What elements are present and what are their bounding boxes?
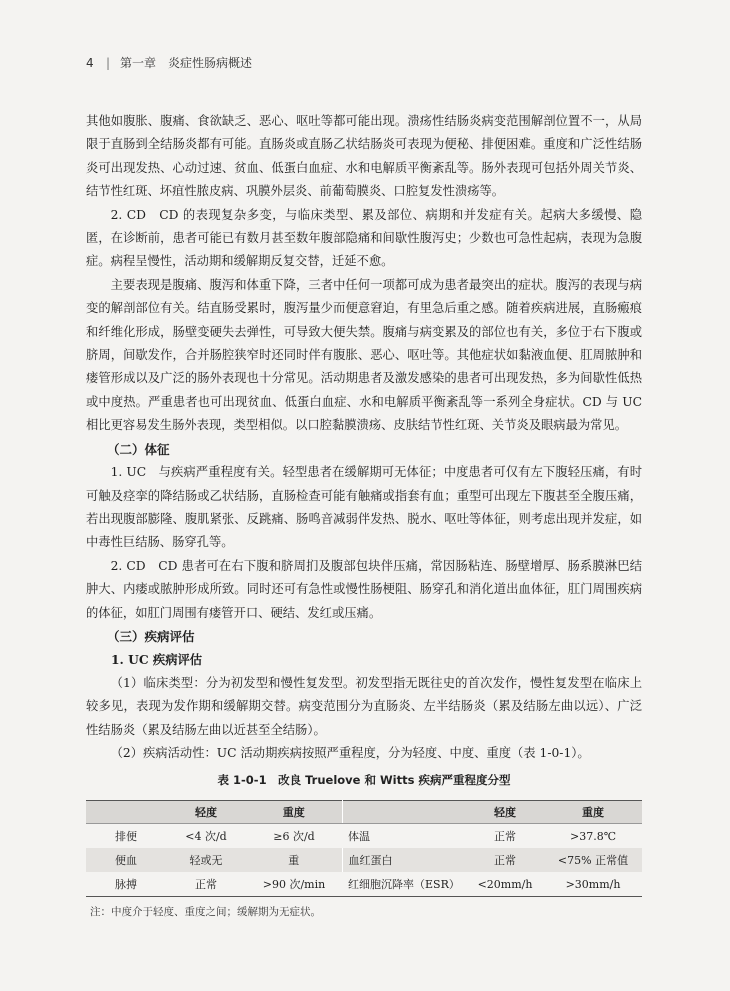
table-cell: 重 xyxy=(246,848,342,872)
chapter-title: 第一章 炎症性肠病概述 xyxy=(120,56,253,70)
paragraph: （1）临床类型：分为初发型和慢性复发型。初发型指无既往史的首次发作，慢性复发型在临床上较多见，表现为发作期和缓解期交替。病变范围分为直肠炎、左半结肠炎（累及结肠左曲以远）、广泛性结肠炎（累及结肠左曲以近甚至全结肠）。 xyxy=(86,675,642,737)
table-cell: 正常 xyxy=(494,854,516,867)
table-cell: 排便 xyxy=(115,830,137,843)
table-cell: 血红蛋白 xyxy=(348,854,393,867)
table-header-cell xyxy=(86,801,166,824)
running-head xyxy=(86,54,252,71)
table-header-row xyxy=(86,801,642,824)
table-cell: 正常 xyxy=(195,878,217,891)
section-heading-signs: （二）体征 xyxy=(107,441,170,457)
table-cell: 正常 xyxy=(494,830,516,843)
table-header-cell: 轻度 xyxy=(466,801,544,824)
body-text xyxy=(86,110,642,765)
table-cell: >90 次/min xyxy=(262,878,326,891)
table-cell: 体温 xyxy=(348,830,370,843)
table-cell: 轻或无 xyxy=(189,854,223,867)
page-number: 4 xyxy=(86,56,94,70)
table-cell: >37.8℃ xyxy=(569,829,616,843)
paragraph: 2. CD CD 的表现复杂多变，与临床类型、累及部位、病期和并发症有关。起病大多缓慢、隐匿，在诊断前，患者可能已有数月甚至数年腹部隐痛和间歇性腹泻史；少数也可急性起病，表现为急腹症。病程呈慢性，活动期和缓解期反复交替，迁延不愈。 xyxy=(86,207,642,269)
table-row xyxy=(86,848,642,872)
table-cell: <20mm/h xyxy=(477,877,533,891)
table-note: 注：中度介于轻度、重度之间；缓解期为无症状。 xyxy=(90,906,321,918)
table-cell: 红细胞沉降率（ESR） xyxy=(348,878,460,891)
severity-table xyxy=(86,800,642,897)
table-header-cell: 轻度 xyxy=(166,801,246,824)
paragraph: 其他如腹胀、腹痛、食欲缺乏、恶心、呕吐等都可能出现。溃疡性结肠炎病变范围解剖位置不一，从局限于直肠到全结肠炎都有可能。直肠炎或直肠乙状结肠炎可表现为便秘、排便困难。重度和广泛性结肠炎可出现发热、心动过速、贫血、低蛋白血症、水和电解质平衡紊乱等。肠外表现可包括外周关节炎、结节性红斑、坏疽性脓皮病、巩膜外层炎、前葡萄膜炎、口腔复发性溃疡等。 xyxy=(86,114,642,199)
table-row xyxy=(86,824,642,849)
table-cell: ≥6 次/d xyxy=(273,830,315,843)
table-cell: 脉搏 xyxy=(115,878,137,891)
table-header-cell: 重度 xyxy=(246,801,342,824)
header-divider: | xyxy=(106,56,111,70)
table-caption: 表 1-0-1 改良 Truelove 和 Witts 疾病严重程度分型 xyxy=(217,773,511,787)
table-header-cell xyxy=(342,801,466,824)
paragraph: 主要表现是腹痛、腹泻和体重下降，三者中任何一项都可成为患者最突出的症状。腹泻的表现与病变的解剖部位有关。结直肠受累时，腹泻量少而便意窘迫，有里急后重之感。随着疾病进展，直肠瘢痕和纤维化形成，肠壁变硬失去弹性，可导致大便失禁。腹痛与病变累及的部位也有关，多位于右下腹或脐周，间歇发作，合并肠腔狭窄时还同时伴有腹胀、恶心、呕吐等。其他症状如黏液血便、肛周脓肿和瘘管形成以及广泛的肠外表现也十分常见。活动期患者及激发感染的患者可出现发热，多为间歇性低热或中度热。严重患者也可出现贫血、低蛋白血症、水和电解质平衡紊乱等一系列全身症状。CD 与 UC 相比更容易发生肠外表现，类型相似。以口腔黏膜溃疡、皮肤结节性红斑、关节炎及眼病最为常见。 xyxy=(86,277,642,433)
section-heading-assessment: （三）疾病评估 xyxy=(107,628,195,644)
table-cell: 便血 xyxy=(115,854,137,867)
table-row xyxy=(86,872,642,897)
table-cell: >30mm/h xyxy=(565,877,621,891)
table-header-cell: 重度 xyxy=(544,801,642,824)
paragraph: 2. CD CD 患者可在右下腹和脐周扪及腹部包块伴压痛，常因肠粘连、肠壁增厚、肠系膜淋巴结肿大、内瘘或脓肿形成所致。同时还可有急性或慢性肠梗阻、肠穿孔和消化道出血体征，肛门周围疾病的体征，如肛门周围有瘘管开口、硬结、发红或压痛。 xyxy=(86,558,642,620)
table-cell: <75% 正常值 xyxy=(557,854,629,867)
table-cell: <4 次/d xyxy=(185,830,227,843)
paragraph: 1. UC 与疾病严重程度有关。轻型患者在缓解期可无体征；中度患者可仅有左下腹轻压痛，有时可触及痉挛的降结肠或乙状结肠，直肠检查可能有触痛或指套有血；重型可出现左下腹甚至全腹压痛，若出现腹部膨隆、腹肌紧张、反跳痛、肠鸣音减弱伴发热、脱水、呕吐等体征，则考虑出现并发症，如中毒性巨结肠、肠穿孔等。 xyxy=(86,465,642,550)
subheading-uc-assessment: 1. UC 疾病评估 xyxy=(111,652,203,668)
paragraph: （2）疾病活动性：UC 活动期疾病按照严重程度，分为轻度、中度、重度（表 1-0-1）。 xyxy=(110,745,590,760)
